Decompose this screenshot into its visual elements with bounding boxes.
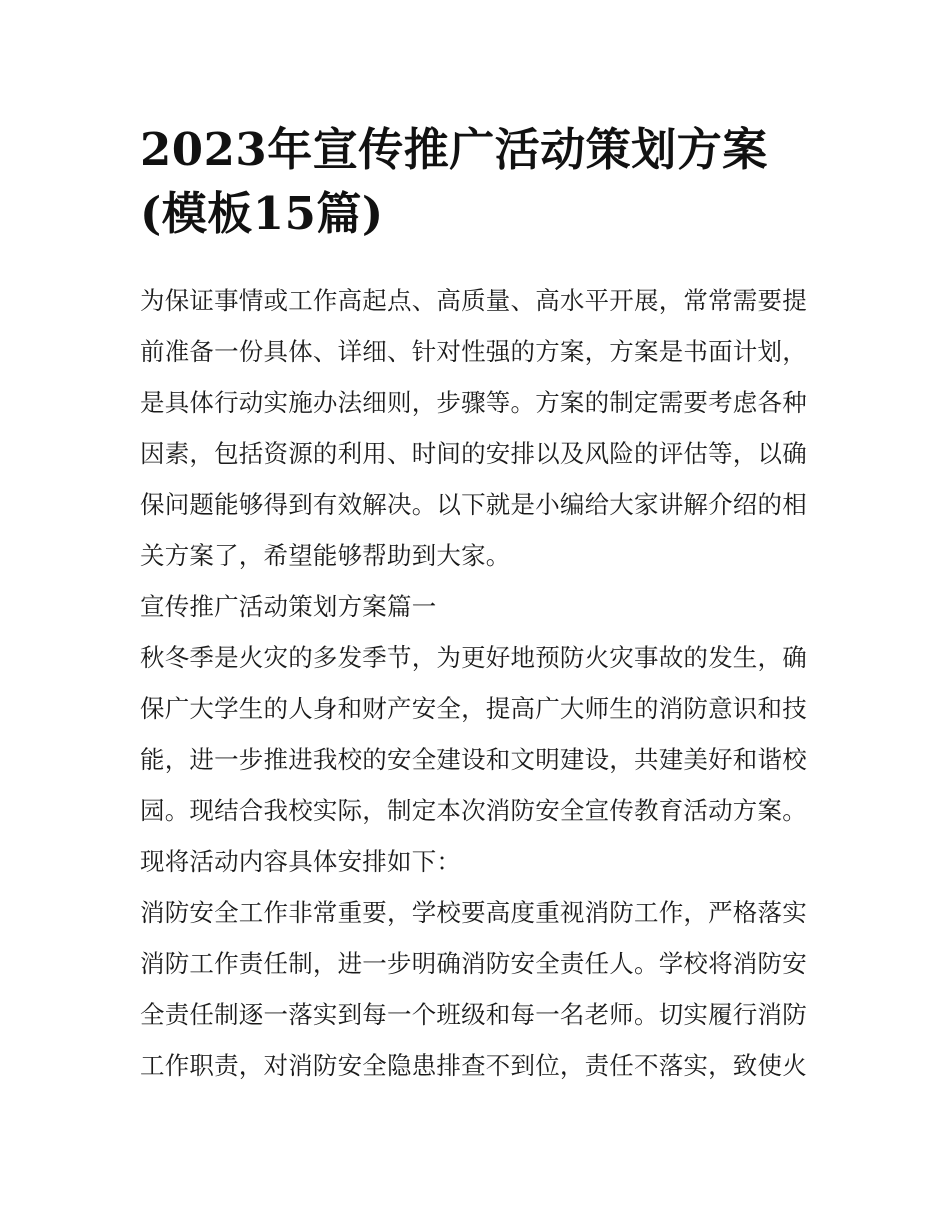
paragraph-line: 全责任制逐一落实到每一个班级和每一名老师。切实履行消防 (140, 1000, 807, 1029)
intro-line: 是具体行动实施办法细则，步骤等。方案的制定需要考虑各种 (140, 388, 807, 417)
intro-line: 保问题能够得到有效解决。以下就是小编给大家讲解介绍的相 (140, 490, 807, 519)
title-line-2: (模板15篇) (140, 187, 384, 240)
intro-line: 关方案了，希望能够帮助到大家。 (140, 541, 511, 570)
paragraph-line: 消防安全工作非常重要，学校要高度重视消防工作，严格落实 (140, 898, 807, 927)
paragraph-line: 园。现结合我校实际，制定本次消防安全宣传教育活动方案。 (140, 796, 807, 825)
paragraph-line: 能，进一步推进我校的安全建设和文明建设，共建美好和谐校 (140, 745, 807, 774)
paragraph-line: 消防工作责任制，进一步明确消防安全责任人。学校将消防安 (140, 949, 807, 978)
intro-line: 前准备一份具体、详细、针对性强的方案，方案是书面计划， (140, 337, 807, 366)
paragraph-line: 秋冬季是火灾的多发季节，为更好地预防火灾事故的发生，确 (140, 643, 807, 672)
intro-line: 为保证事情或工作高起点、高质量、高水平开展，常常需要提 (140, 286, 807, 315)
paragraph-line: 保广大学生的人身和财产安全，提高广大师生的消防意识和技 (140, 694, 807, 723)
paragraph-line: 工作职责，对消防安全隐患排查不到位，责任不落实，致使火 (140, 1051, 807, 1080)
section-heading: 宣传推广活动策划方案篇一 (140, 592, 437, 621)
intro-line: 因素，包括资源的利用、时间的安排以及风险的评估等，以确 (140, 439, 807, 468)
title-line-1: 2023年宣传推广活动策划方案 (140, 123, 768, 176)
paragraph-line: 现将活动内容具体安排如下： (140, 847, 462, 876)
document-body (140, 275, 820, 1091)
document-title (140, 118, 820, 246)
